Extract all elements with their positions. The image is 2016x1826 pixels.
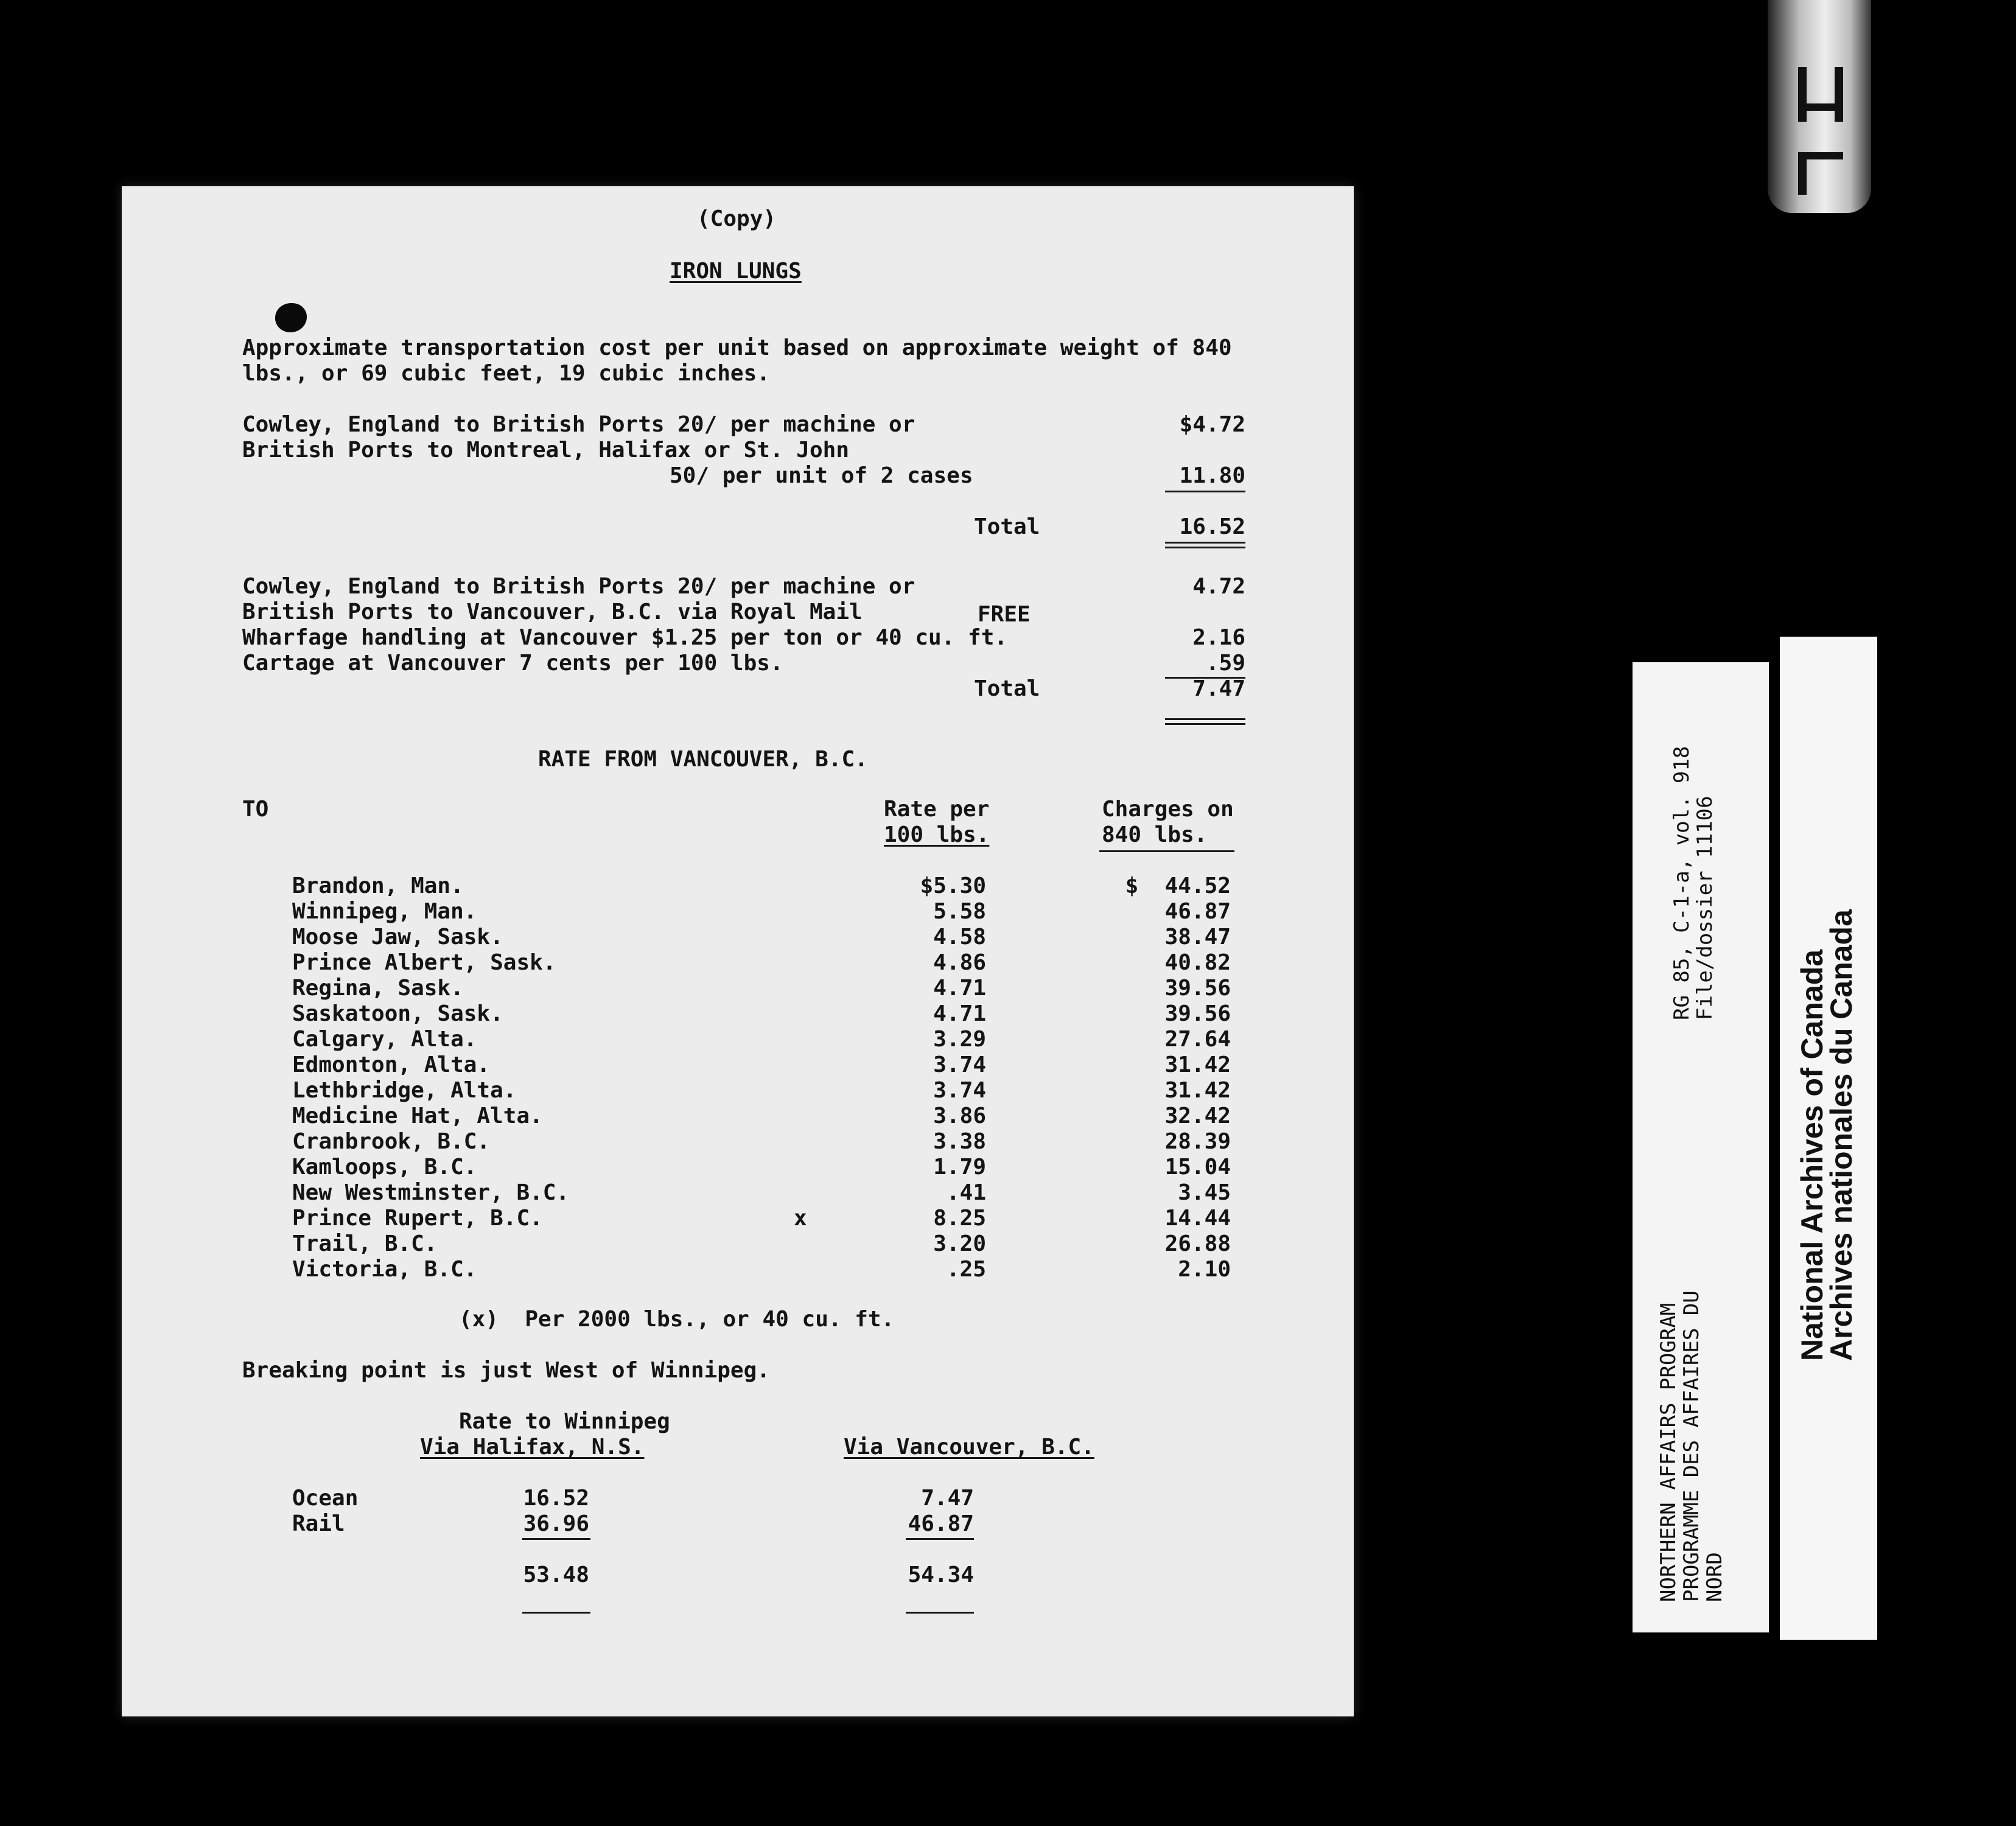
archives-logo-line-1: National Archives of Canada (1795, 949, 1829, 1361)
rate-row-charge: 14.44 (1164, 1206, 1231, 1231)
col-charges-header-1: Charges on (1102, 797, 1234, 822)
halifax-total: 16.52 (1179, 514, 1245, 539)
rate-row-rate: .25 (946, 1257, 986, 1282)
vancouver-line-4: Cartage at Vancouver 7 cents per 100 lbs. (242, 651, 783, 676)
rate-row-charge: 38.47 (1164, 925, 1231, 950)
intro-line-1: Approximate transportation cost per unit based on approximate weight of 840 (242, 335, 1232, 360)
comparison-vancouver-total: 54.34 (908, 1562, 974, 1587)
halifax-line-2: British Ports to Montreal, Halifax or St. John (242, 438, 849, 463)
rate-row-place: Regina, Sask. (292, 976, 464, 1001)
col-rate-header-2: 100 lbs. (884, 822, 990, 847)
rate-row-rate: 4.58 (933, 925, 986, 950)
rate-row-place: Edmonton, Alta. (292, 1052, 491, 1077)
film-frame-marker (1768, 0, 1871, 213)
vancouver-total: 7.47 (1192, 676, 1245, 701)
rate-row-rate: 3.74 (933, 1052, 986, 1077)
halifax-amount-2: 11.80 (1179, 463, 1245, 488)
archives-logo-line-2: Archives nationales du Canada (1824, 909, 1858, 1361)
col-rate-header-1: Rate per (884, 797, 990, 822)
halifax-line-1: Cowley, England to British Ports 20/ per machine or (242, 412, 915, 437)
rate-row-place: New Westminster, B.C. (292, 1180, 570, 1205)
col-to-header: TO (242, 797, 269, 822)
comparison-label-ocean: Ocean (292, 1486, 359, 1511)
copy-label: (Copy) (697, 206, 777, 231)
vancouver-amount-1: 4.72 (1192, 574, 1245, 599)
vancouver-line-2: British Ports to Vancouver, B.C. via Royal Mail (242, 600, 863, 624)
rate-row-rate: 5.58 (933, 899, 986, 924)
program-line-1: NORTHERN AFFAIRS PROGRAM (1656, 1303, 1681, 1602)
rate-row-place: Lethbridge, Alta. (292, 1078, 517, 1103)
vancouver-line-3: Wharfage handling at Vancouver $1.25 per ton or 40 cu. ft. (242, 625, 1008, 650)
rate-row-rate: 3.20 (933, 1231, 986, 1256)
rate-row-rate: $5.30 (920, 873, 986, 898)
rate-row-place: Victoria, B.C. (292, 1257, 477, 1282)
halifax-total-label: Total (974, 514, 1040, 539)
rate-row-place: Winnipeg, Man. (292, 899, 477, 924)
comparison-vancouver-rail: 46.87 (908, 1511, 974, 1536)
rate-row-place: Brandon, Man. (292, 873, 464, 898)
comparison-halifax-ocean: 16.52 (523, 1486, 589, 1511)
archive-ref-line-2: File/dossier 11106 (1693, 796, 1717, 1020)
vancouver-amount-3: .59 (1205, 651, 1245, 676)
rate-table-heading: RATE FROM VANCOUVER, B.C. (538, 747, 868, 772)
rate-row-place: Prince Albert, Sask. (292, 950, 556, 975)
rate-row-charge: $ 44.52 (1125, 873, 1231, 898)
rate-row-rate: 4.86 (933, 950, 986, 975)
rate-row-place: Moose Jaw, Sask. (292, 925, 503, 950)
rate-row-charge: 46.87 (1164, 899, 1231, 924)
intro-line-2: lbs., or 69 cubic feet, 19 cubic inches. (242, 361, 770, 386)
page-title: IRON LUNGS (670, 259, 802, 284)
rate-row-rate: 3.29 (933, 1027, 986, 1052)
rate-row-place: Prince Rupert, B.C. (292, 1206, 543, 1231)
comparison-halifax-total: 53.48 (523, 1562, 589, 1587)
rate-row-charge: 31.42 (1164, 1052, 1231, 1077)
rate-row-place: Trail, B.C. (292, 1231, 438, 1256)
comparison-heading: Rate to Winnipeg (459, 1409, 670, 1434)
rate-row-charge: 2.10 (1178, 1257, 1231, 1282)
col-charges-header-2: 840 lbs. (1102, 822, 1208, 847)
program-line-3: NORD (1703, 1552, 1727, 1602)
vancouver-amount-2: 2.16 (1192, 625, 1245, 650)
col-halifax-header: Via Halifax, N.S. (420, 1435, 645, 1460)
rate-row-place: Kamloops, B.C. (292, 1155, 477, 1180)
archive-ref-line-1: RG 85, C-1-a, vol. 918 (1670, 746, 1694, 1020)
rate-row-charge: 39.56 (1164, 1001, 1231, 1026)
vancouver-total-label: Total (974, 676, 1040, 701)
breaking-point-note: Breaking point is just West of Winnipeg. (242, 1358, 770, 1383)
rate-row-rate: 8.25 (933, 1206, 986, 1231)
rate-row-charge: 27.64 (1164, 1027, 1231, 1052)
rate-row-rate: 4.71 (933, 1001, 986, 1026)
rate-row-rate: 3.86 (933, 1104, 986, 1128)
rate-row-rate: 3.38 (933, 1129, 986, 1154)
comparison-vancouver-ocean: 7.47 (921, 1486, 974, 1511)
rate-row-charge: 26.88 (1164, 1231, 1231, 1256)
col-vancouver-header: Via Vancouver, B.C. (844, 1435, 1094, 1460)
rate-row-rate: 4.71 (933, 976, 986, 1001)
rate-row-rate: 1.79 (933, 1155, 986, 1180)
rate-row-charge: 40.82 (1164, 950, 1231, 975)
comparison-label-rail: Rail (292, 1511, 345, 1536)
rate-row-place: Medicine Hat, Alta. (292, 1104, 543, 1128)
rate-row-charge: 31.42 (1164, 1078, 1231, 1103)
rate-row-rate: .41 (946, 1180, 986, 1205)
rate-row-charge: 32.42 (1164, 1104, 1231, 1128)
rate-row-place: Saskatoon, Sask. (292, 1001, 503, 1026)
free-label: FREE (978, 602, 1031, 627)
rate-row-rate: 3.74 (933, 1078, 986, 1103)
rate-row-place: Calgary, Alta. (292, 1027, 477, 1052)
vancouver-line-1: Cowley, England to British Ports 20/ per machine or (242, 574, 915, 599)
rate-row-charge: 28.39 (1164, 1129, 1231, 1154)
comparison-halifax-rail: 36.96 (523, 1511, 589, 1536)
halifax-line-3: 50/ per unit of 2 cases (670, 463, 973, 488)
halifax-amount-1: $4.72 (1179, 412, 1245, 437)
rate-row-charge: 15.04 (1164, 1155, 1231, 1180)
rate-row-place: Cranbrook, B.C. (292, 1129, 491, 1154)
program-line-2: PROGRAMME DES AFFAIRES DU (1679, 1290, 1704, 1602)
rate-footnote: (x) Per 2000 lbs., or 40 cu. ft. (459, 1307, 895, 1332)
rate-row-charge: 3.45 (1178, 1180, 1231, 1205)
rate-row-mark: x (794, 1206, 807, 1231)
rate-row-charge: 39.56 (1164, 976, 1231, 1001)
